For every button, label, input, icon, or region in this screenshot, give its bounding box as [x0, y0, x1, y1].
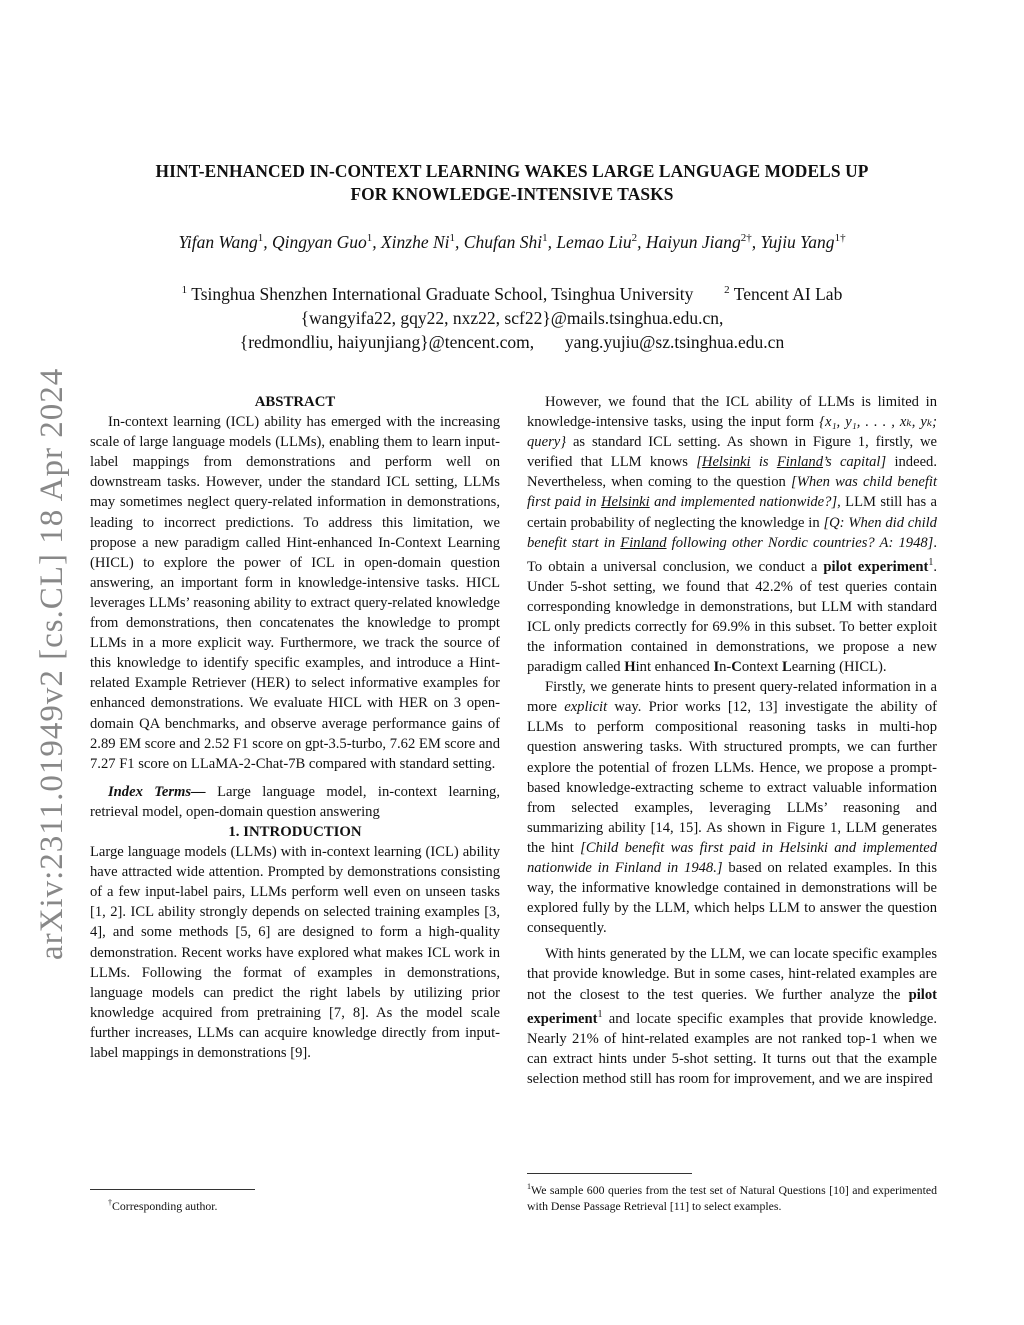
affiliation-tencent: Tencent AI Lab — [733, 283, 843, 304]
author-name: Chufan Shi — [463, 232, 543, 252]
email-line-1: {wangyifa22, gqy22, nxz22, scf22}@mails.tsinghua.edu.cn, — [300, 307, 724, 328]
author-name: Qingyan Guo — [271, 232, 367, 252]
affiliation-mark: 2 — [724, 284, 730, 296]
right-column — [527, 392, 937, 1089]
affiliations — [60, 278, 964, 354]
paper-title — [100, 160, 924, 206]
author-mark: 1 — [257, 232, 264, 245]
finland-underlined: Finland — [776, 454, 824, 471]
author-mark: 2 — [631, 232, 638, 245]
author-mark: 1 — [542, 232, 548, 245]
pilot-experiment-term: pilot experiment — [823, 558, 929, 575]
footnote-rule-right — [527, 1173, 692, 1174]
author-name: Haiyun Jiang — [645, 232, 741, 252]
affiliation-line — [60, 278, 964, 306]
author-name: Yujiu Yang — [760, 232, 835, 252]
affiliation-mark: 1 — [181, 284, 188, 296]
email-line-2 — [60, 330, 964, 354]
abstract-heading: ABSTRACT — [254, 394, 336, 410]
footnote-pilot-experiment: $^1$We sample 600 queries from the test set of Natural Questions [10] and experimented with Dense Passage Retrieval [11] to select examples. — [527, 1182, 937, 1213]
author-list: Yifan Wang$^1$, Qingyan Guo$^1$, Xinzhe Ni$^1$, Chufan Shi$^1$, Lemao Liu$^2$, Haiyun Jiang$^{2\dagger}$, Yujiu Yang$^{1\dagger}$ — [178, 232, 846, 252]
index-terms — [90, 782, 500, 822]
footnote-corresponding-author: †Corresponding author. — [108, 1198, 218, 1213]
author-mark: 1 — [366, 232, 373, 245]
icl-input-form-formula: {x₁, y₁, . . . , xₖ, yₖ; query} — [527, 414, 938, 451]
right-paragraph-2: Firstly, we generate hints to present query-related information in a more explicit way. Prior works [12, 13] investigate the ability of LLMs to perform compositional reasoning tasks in multi-hop question answering tasks. With structured prompts, we can further explore the potential of frozen LLMs. Hence, we propose a prompt-based knowledge-extracting scheme to extract valuable information from selected examples, leveraging LLMs’ reasoning and summarizing ability [14, 15]. As shown in Figure 1, LLM generates the hint [Child benefit was first paid in Helsinki and implemented nationwide in Finland in 1948.] based on related examples. In this way, the informative knowledge contained in demonstrations will be explored fully by the LLM, which helps LLM to answer the question consequently. — [527, 679, 938, 937]
author-name: Xinzhe Ni — [380, 232, 450, 252]
title-line-1: HINT-ENHANCED IN-CONTEXT LEARNING WAKES LARGE LANGUAGE MODELS UP — [155, 161, 869, 181]
author-name: Lemao Liu — [556, 232, 632, 252]
author-mark: 2† — [740, 232, 752, 245]
author-name: Yifan Wang — [178, 232, 258, 252]
left-column — [90, 392, 500, 1063]
email-yang: yang.yujiu@sz.tsinghua.edu.cn — [564, 331, 785, 352]
author-mark: 1† — [834, 232, 846, 245]
index-terms-text: Large language model, in-context learning, retrieval model, open-domain question answering — [90, 783, 500, 820]
hint-example: [Child benefit was first paid in Helsinki and implemented nationwide in Finland in 1948.] — [527, 839, 938, 877]
right-paragraph-3: With hints generated by the LLM, we can locate specific examples that provide knowledge. But in some cases, hint-related examples are not the closest to the test queries. We further analyze the pilot experiment$^1$ and locate specific examples that provide knowledge. Nearly 21% of hint-related examples are not ranked top-1 when we can extract hints under 5-shot setting. It turns out that the example selection method still has room for improvement, and we are inspired — [527, 946, 937, 1087]
right-paragraph-1: However, we found that the ICL ability of LLMs is limited in knowledge-intensive tasks, using the input form {x₁, y₁, . . . , xₖ, yₖ; query} as standard ICL setting. As shown in Figure 1, firstly, we verified that LLM knows [Helsinki is Finland’s capital] indeed. Nevertheless, when coming to the question [When was child benefit first paid in Helsinki and implemented nationwide?], LLM still has a certain probability of neglecting the knowledge in [Q: When did child benefit start in Finland following other Nordic countries? A: 1948]. To obtain a universal conclusion, we conduct a pilot experiment$^1$. Under 5-shot setting, we found that 42.2% of test queries contain corresponding knowledge in demonstrations, but LLM with standard ICL only predicts correctly for 69.9% in this subset. To better exploit the information contained in demonstrations, we propose a new paradigm called Hint enhanced In-Context Learning (HICL). — [527, 394, 938, 676]
introduction-heading: 1. INTRODUCTION — [228, 823, 362, 840]
introduction-paragraph: Large language models (LLMs) with in-context learning (ICL) ability have attracted wide attention. Prompted by demonstrations consisting of a few input-label pairs, LLMs perform well even on unseen tasks [1, 2]. ICL ability strongly depends on selected training examples [3, 4], and some methods [5, 6] are designed to form a high-quality demonstration. Recent works have explored what makes ICL work in LLMs. Following the format of examples in demonstrations, language models can predict the right labels by utilizing prior knowledge acquired from pretraining [7, 8]. As the model scale further increases, LLMs can acquire knowledge directly from input-label mappings in demonstrations [9]. — [90, 844, 500, 1061]
affiliation-tsinghua: Tsinghua Shenzhen International Graduate School, Tsinghua University — [191, 283, 694, 304]
abstract-text: In-context learning (ICL) ability has emerged with the increasing scale of large language models (LLMs), enabling them to learn input-label mappings from demonstrations and perform well on downstream tasks. However, under the standard ICL setting, LLMs may sometimes neglect query-related information in demonstrations, leading to incorrect predictions. To address this limitation, we propose a new paradigm called Hint-enhanced In-Context Learning (HICL) to explore the power of ICL in open-domain question answering, an important form in knowledge-intensive tasks. HICL leverages LLMs’ reasoning ability to extract query-related knowledge from demonstrations, then concatenates the knowledge to prompt LLMs in a more explicit way. Furthermore, we track the source of this knowledge to identify specific examples, and introduce a Hint-related Example Retriever (HER) to select informative examples for enhanced demonstrations. We evaluate HICL with HER on 3 open-domain QA benchmarks, and observe average performance gains of 2.89 EM score and 2.52 F1 score on gpt-3.5-turbo, 7.62 EM score and 7.27 F1 score on LLaMA-2-Chat-7B compared with standard setting. — [90, 414, 500, 772]
index-terms-label: Index Terms— — [108, 783, 206, 800]
footnote-rule-left — [90, 1189, 255, 1190]
title-line-2: FOR KNOWLEDGE-INTENSIVE TASKS — [350, 184, 674, 204]
arxiv-identifier-stamp: arXiv:2311.01949v2 [cs.CL] 18 Apr 2024 — [34, 367, 70, 960]
helsinki-underlined: Helsinki — [701, 454, 751, 471]
email-tencent: {redmondliu, haiyunjiang}@tencent.com, — [239, 331, 535, 352]
footnote-ref: 1 — [928, 556, 934, 568]
author-mark: 1 — [449, 232, 456, 245]
